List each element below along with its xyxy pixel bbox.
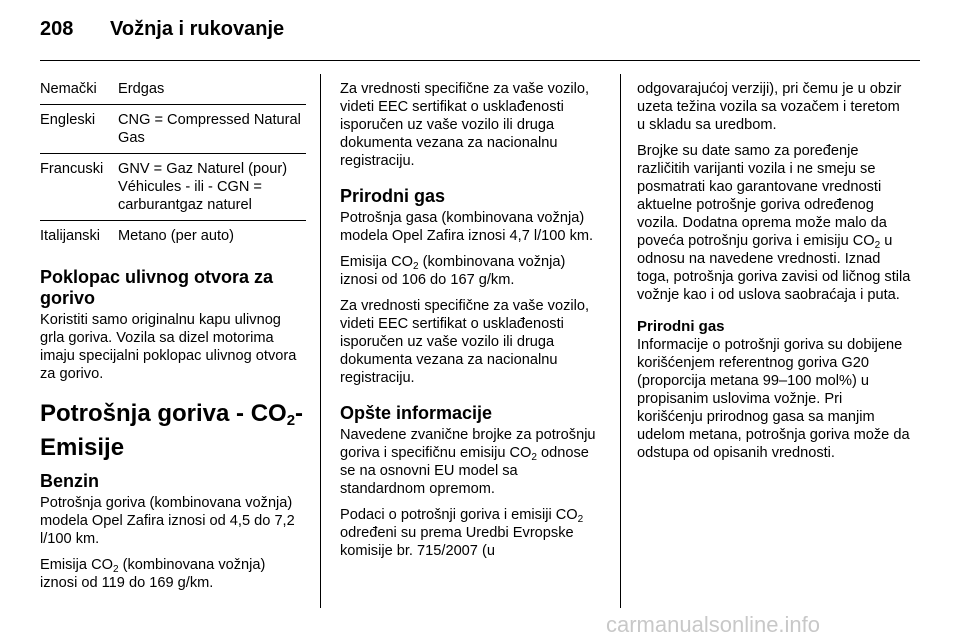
language-cell: Nemački [40, 81, 97, 97]
consumption-heading [40, 397, 306, 465]
watermark: carmanualsonline.info [606, 612, 821, 637]
general-info-text-2 [340, 506, 606, 560]
text-part: Emisija CO [340, 254, 413, 270]
general-info-text-1 [340, 426, 606, 498]
natural-gas-heading: Prirodni gas [340, 186, 446, 206]
value-cell: CNG = Compressed Natural Gas [118, 105, 306, 154]
page-title: Vožnja i rukovanje [110, 18, 285, 40]
fuel-cap-heading: Poklopac ulivnog otvora za gorivo [40, 267, 274, 308]
general-info-text-3 [637, 142, 911, 304]
text-part: u odnosu na navedene vrednosti. Iznad toga, potrošnja goriva zavisi od ličnog stila vožnje kao i od uslova saobraćaja i puta. [637, 233, 911, 303]
subscript: 2 [577, 514, 584, 525]
gas-registration-text: Za vrednosti specifične za vaše vozilo, videti EEC sertifikat o usklađenosti isporučen uz vaše vozilo ili druga dokumenta vezana za nacionalnu registraciju. [340, 298, 590, 386]
heading-subscript: 2 [286, 412, 296, 429]
natural-gas-names-table [40, 80, 306, 251]
column-divider-1 [320, 74, 321, 608]
text-part: Brojke su date samo za poređenje različitih varijanti vozila i ne smeju se posmatrati kao garantovane vrednosti aktuelne potrošnje goriva određenog vozila. Dodatna oprema može malo da poveća potrošnju goriva i emisiju CO [637, 143, 887, 249]
subscript: 2 [531, 452, 537, 463]
heading-text: Potrošnja goriva - CO [40, 400, 287, 427]
benzin-emission-text [40, 556, 306, 592]
column-2 [340, 80, 606, 568]
table-row [40, 154, 306, 221]
page-number: 208 [40, 18, 74, 40]
fuel-cap-text: Koristiti samo originalnu kapu ulivnog grla goriva. Vozila sa dizel motorima imaju specijalni poklopac ulivnog otvora za gorivo. [40, 312, 297, 382]
table-row [40, 221, 306, 252]
gas-note-heading: Prirodni gas [637, 318, 725, 335]
text-part: odnose se na osnovni EU model sa standardnom opremom. [340, 445, 589, 497]
value-cell: GNV = Gaz Naturel (pour) Véhicules - ili - CGN = carburantgaz naturel [118, 154, 306, 221]
table-row [40, 105, 306, 154]
gas-note-text: Informacije o potrošnji goriva su dobijene korišćenjem referentnog goriva G20 (proporcija metana 99–100 mol%) u propisanim uslovima vožnje. Pri korišćenju prirodnog gasa sa manjim udelom metana, potrošnja goriva može da odstupa od opisanih vrednosti. [637, 337, 910, 461]
gas-emission-text [340, 253, 606, 289]
subscript: 2 [874, 240, 881, 251]
general-info-text-2-continued: odgovarajućoj verziji), pri čemu je u obzir uzeta težina vozila sa vozačem i teretom u skladu sa uredbom. [637, 81, 902, 133]
benzin-heading: Benzin [40, 471, 100, 491]
text-part: Navedene zvanične brojke za potrošnju goriva i specifičnu emisiju CO [340, 427, 596, 461]
text-part: Emisija CO [40, 557, 113, 573]
column-1 [40, 80, 306, 600]
value-cell: Erdgas [118, 81, 165, 97]
subscript: 2 [112, 564, 119, 575]
value-cell: Metano (per auto) [118, 221, 306, 252]
table-row [40, 80, 306, 105]
text-part: Podaci o potrošnji goriva i emisiji CO [340, 507, 578, 523]
language-cell: Francuski [40, 154, 118, 221]
heading-text: Emisije [40, 434, 125, 461]
header-rule [40, 60, 920, 61]
text-part: (kombinovana vožnja) iznosi od 119 do 169 g/km. [40, 557, 266, 591]
benzin-consumption-text: Potrošnja goriva (kombinovana vožnja) modela Opel Zafira iznosi od 4,5 do 7,2 l/100 km. [40, 495, 295, 547]
heading-text: - [295, 400, 304, 427]
general-info-heading: Opšte informacije [340, 403, 493, 423]
benzin-registration-text: Za vrednosti specifične za vaše vozilo, videti EEC sertifikat o usklađenosti isporučen uz vaše vozilo ili druga dokumenta vezana za nacionalnu registraciju. [340, 81, 590, 169]
subscript: 2 [412, 261, 419, 272]
language-cell: Engleski [40, 105, 118, 154]
column-divider-2 [620, 74, 621, 608]
language-cell: Italijanski [40, 221, 118, 252]
gas-consumption-text: Potrošnja gasa (kombinovana vožnja) modela Opel Zafira iznosi 4,7 l/100 km. [340, 210, 594, 244]
text-part: određeni su prema Uredbi Evropske komisije br. 715/2007 (u [340, 525, 574, 559]
text-part: (kombinovana vožnja) iznosi od 106 do 167 g/km. [340, 254, 566, 288]
column-3 [637, 80, 911, 470]
